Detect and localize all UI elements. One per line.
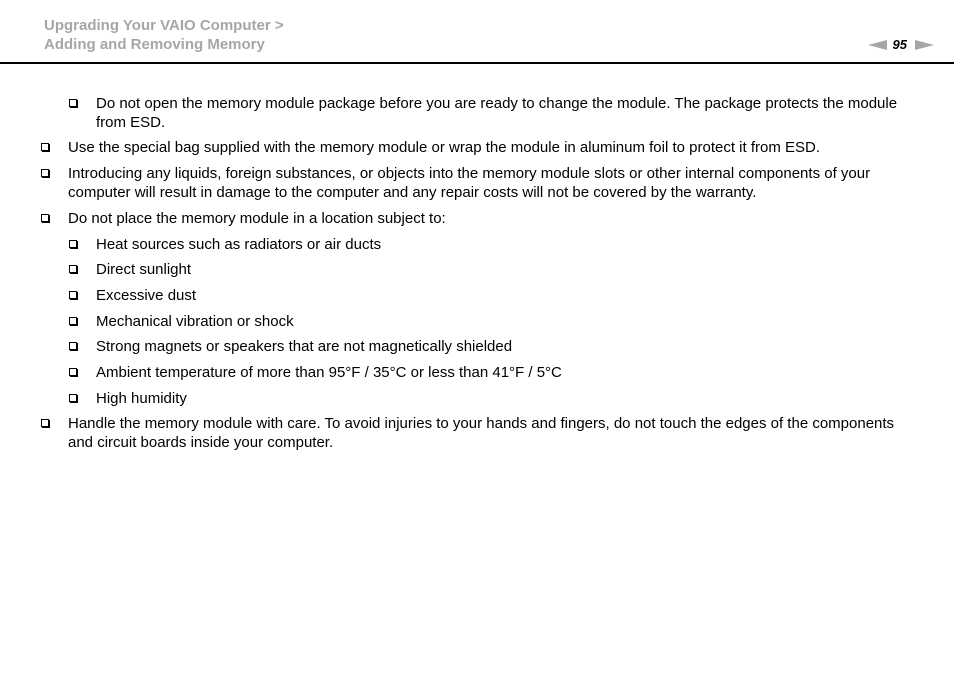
list-item-text: Ambient temperature of more than 95°F / 35°C or less than 41°F / 5°C	[96, 364, 562, 381]
checkbox-bullet-icon	[69, 394, 77, 402]
list-item-text: Direct sunlight	[96, 261, 192, 278]
page-header	[0, 0, 954, 64]
checkbox-bullet-icon	[41, 419, 49, 427]
breadcrumb-page-title: Adding and Removing Memory	[44, 36, 265, 53]
page-number: 95	[892, 37, 907, 52]
list-item	[69, 312, 906, 331]
triangle-right-icon[interactable]	[915, 40, 934, 50]
list-item	[41, 138, 918, 157]
checkbox-bullet-icon	[69, 291, 77, 299]
list-item	[69, 286, 906, 305]
list-item-text: Use the special bag supplied with the memory module or wrap the module in aluminum foil to protect it from ESD.	[68, 139, 821, 156]
list-item-text: Excessive dust	[96, 287, 197, 304]
list-item-text: High humidity	[96, 390, 187, 407]
checkbox-bullet-icon	[69, 342, 77, 350]
checkbox-bullet-icon	[69, 240, 77, 248]
list-item	[41, 414, 918, 452]
checkbox-bullet-icon	[69, 99, 77, 107]
list-item-text: Handle the memory module with care. To avoid injuries to your hands and fingers, do not touch the edges of the components and circuit boards inside your computer.	[68, 415, 895, 451]
list-item-text: Do not open the memory module package before you are ready to change the module. The package protects the module from ESD.	[96, 95, 898, 131]
checkbox-bullet-icon	[41, 169, 49, 177]
list-item	[69, 235, 906, 254]
list-item-text: Introducing any liquids, foreign substances, or objects into the memory module slots or other internal components of your computer will result in damage to the computer and any repair costs will not be covered by the warranty.	[68, 165, 871, 201]
checkbox-bullet-icon	[41, 143, 49, 151]
list-item	[69, 389, 906, 408]
list-item	[41, 209, 918, 228]
list-item-text: Do not place the memory module in a location subject to:	[68, 210, 446, 227]
breadcrumb-section[interactable]: Upgrading Your VAIO Computer >	[44, 17, 284, 34]
breadcrumb	[44, 16, 284, 54]
list-item	[69, 337, 906, 356]
list-item	[41, 164, 918, 202]
list-item-text: Heat sources such as radiators or air ducts	[96, 236, 382, 253]
checkbox-bullet-icon	[41, 214, 49, 222]
list-item	[69, 363, 906, 382]
page-navigation	[868, 37, 934, 53]
checkbox-bullet-icon	[69, 368, 77, 376]
list-item-text: Mechanical vibration or shock	[96, 313, 294, 330]
list-item	[69, 260, 906, 279]
triangle-left-icon[interactable]	[868, 40, 887, 50]
checkbox-bullet-icon	[69, 317, 77, 325]
list-item	[69, 94, 906, 132]
checkbox-bullet-icon	[69, 265, 77, 273]
list-item-text: Strong magnets or speakers that are not magnetically shielded	[96, 338, 513, 355]
